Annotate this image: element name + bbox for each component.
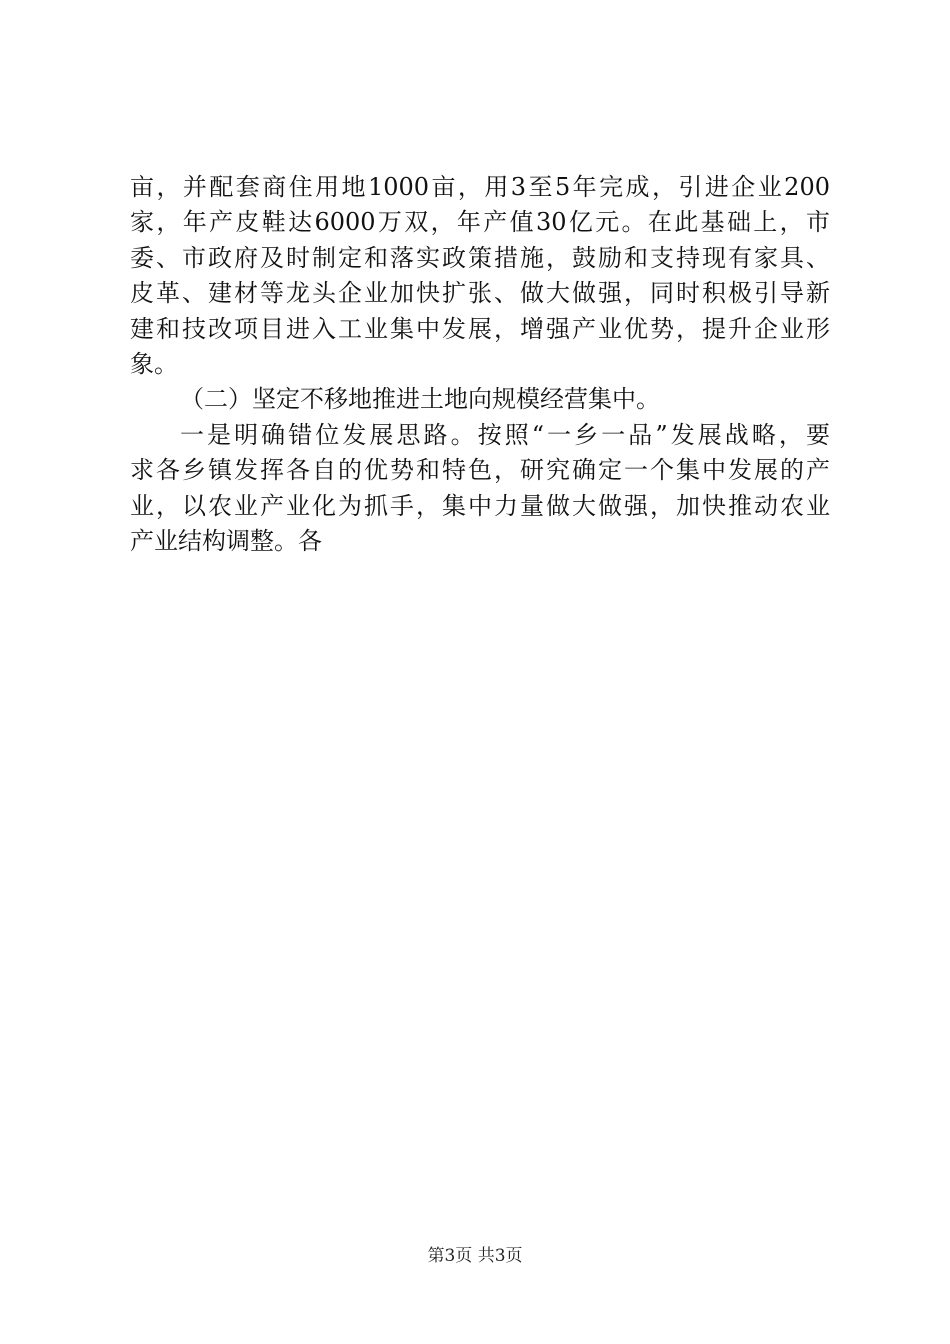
text-line: 皮革、建材等龙头企业加快扩张、做大做强，同时积极引导新	[130, 279, 830, 308]
text-line: 委、市政府及时制定和落实政策措施，鼓励和支持现有家具、	[130, 243, 830, 272]
page-footer: 第3页 共3页	[427, 1246, 523, 1266]
document-body	[130, 170, 830, 559]
text-line: 亩，并配套商住用地1000亩，用3至5年完成，引进企业200	[130, 173, 830, 201]
text-line: 家，年产皮鞋达6000万双，年产值30亿元。在此基础上，市	[130, 208, 830, 237]
text-line: 象。	[130, 349, 178, 378]
section-heading: （二）坚定不移地推进土地向规模经营集中。	[180, 385, 660, 414]
text-line: 产业结构调整。各	[130, 526, 322, 555]
text-line: 求各乡镇发挥各自的优势和特色，研究确定一个集中发展的产	[130, 456, 830, 485]
text-line: 业，以农业产业化为抓手，集中力量做大做强，加快推动农业	[130, 491, 830, 520]
text-line: 一是明确错位发展思路。按照“一乡一品”发展战略，要	[180, 420, 830, 449]
text-line: 建和技改项目进入工业集中发展，增强产业优势，提升企业形	[130, 314, 830, 343]
